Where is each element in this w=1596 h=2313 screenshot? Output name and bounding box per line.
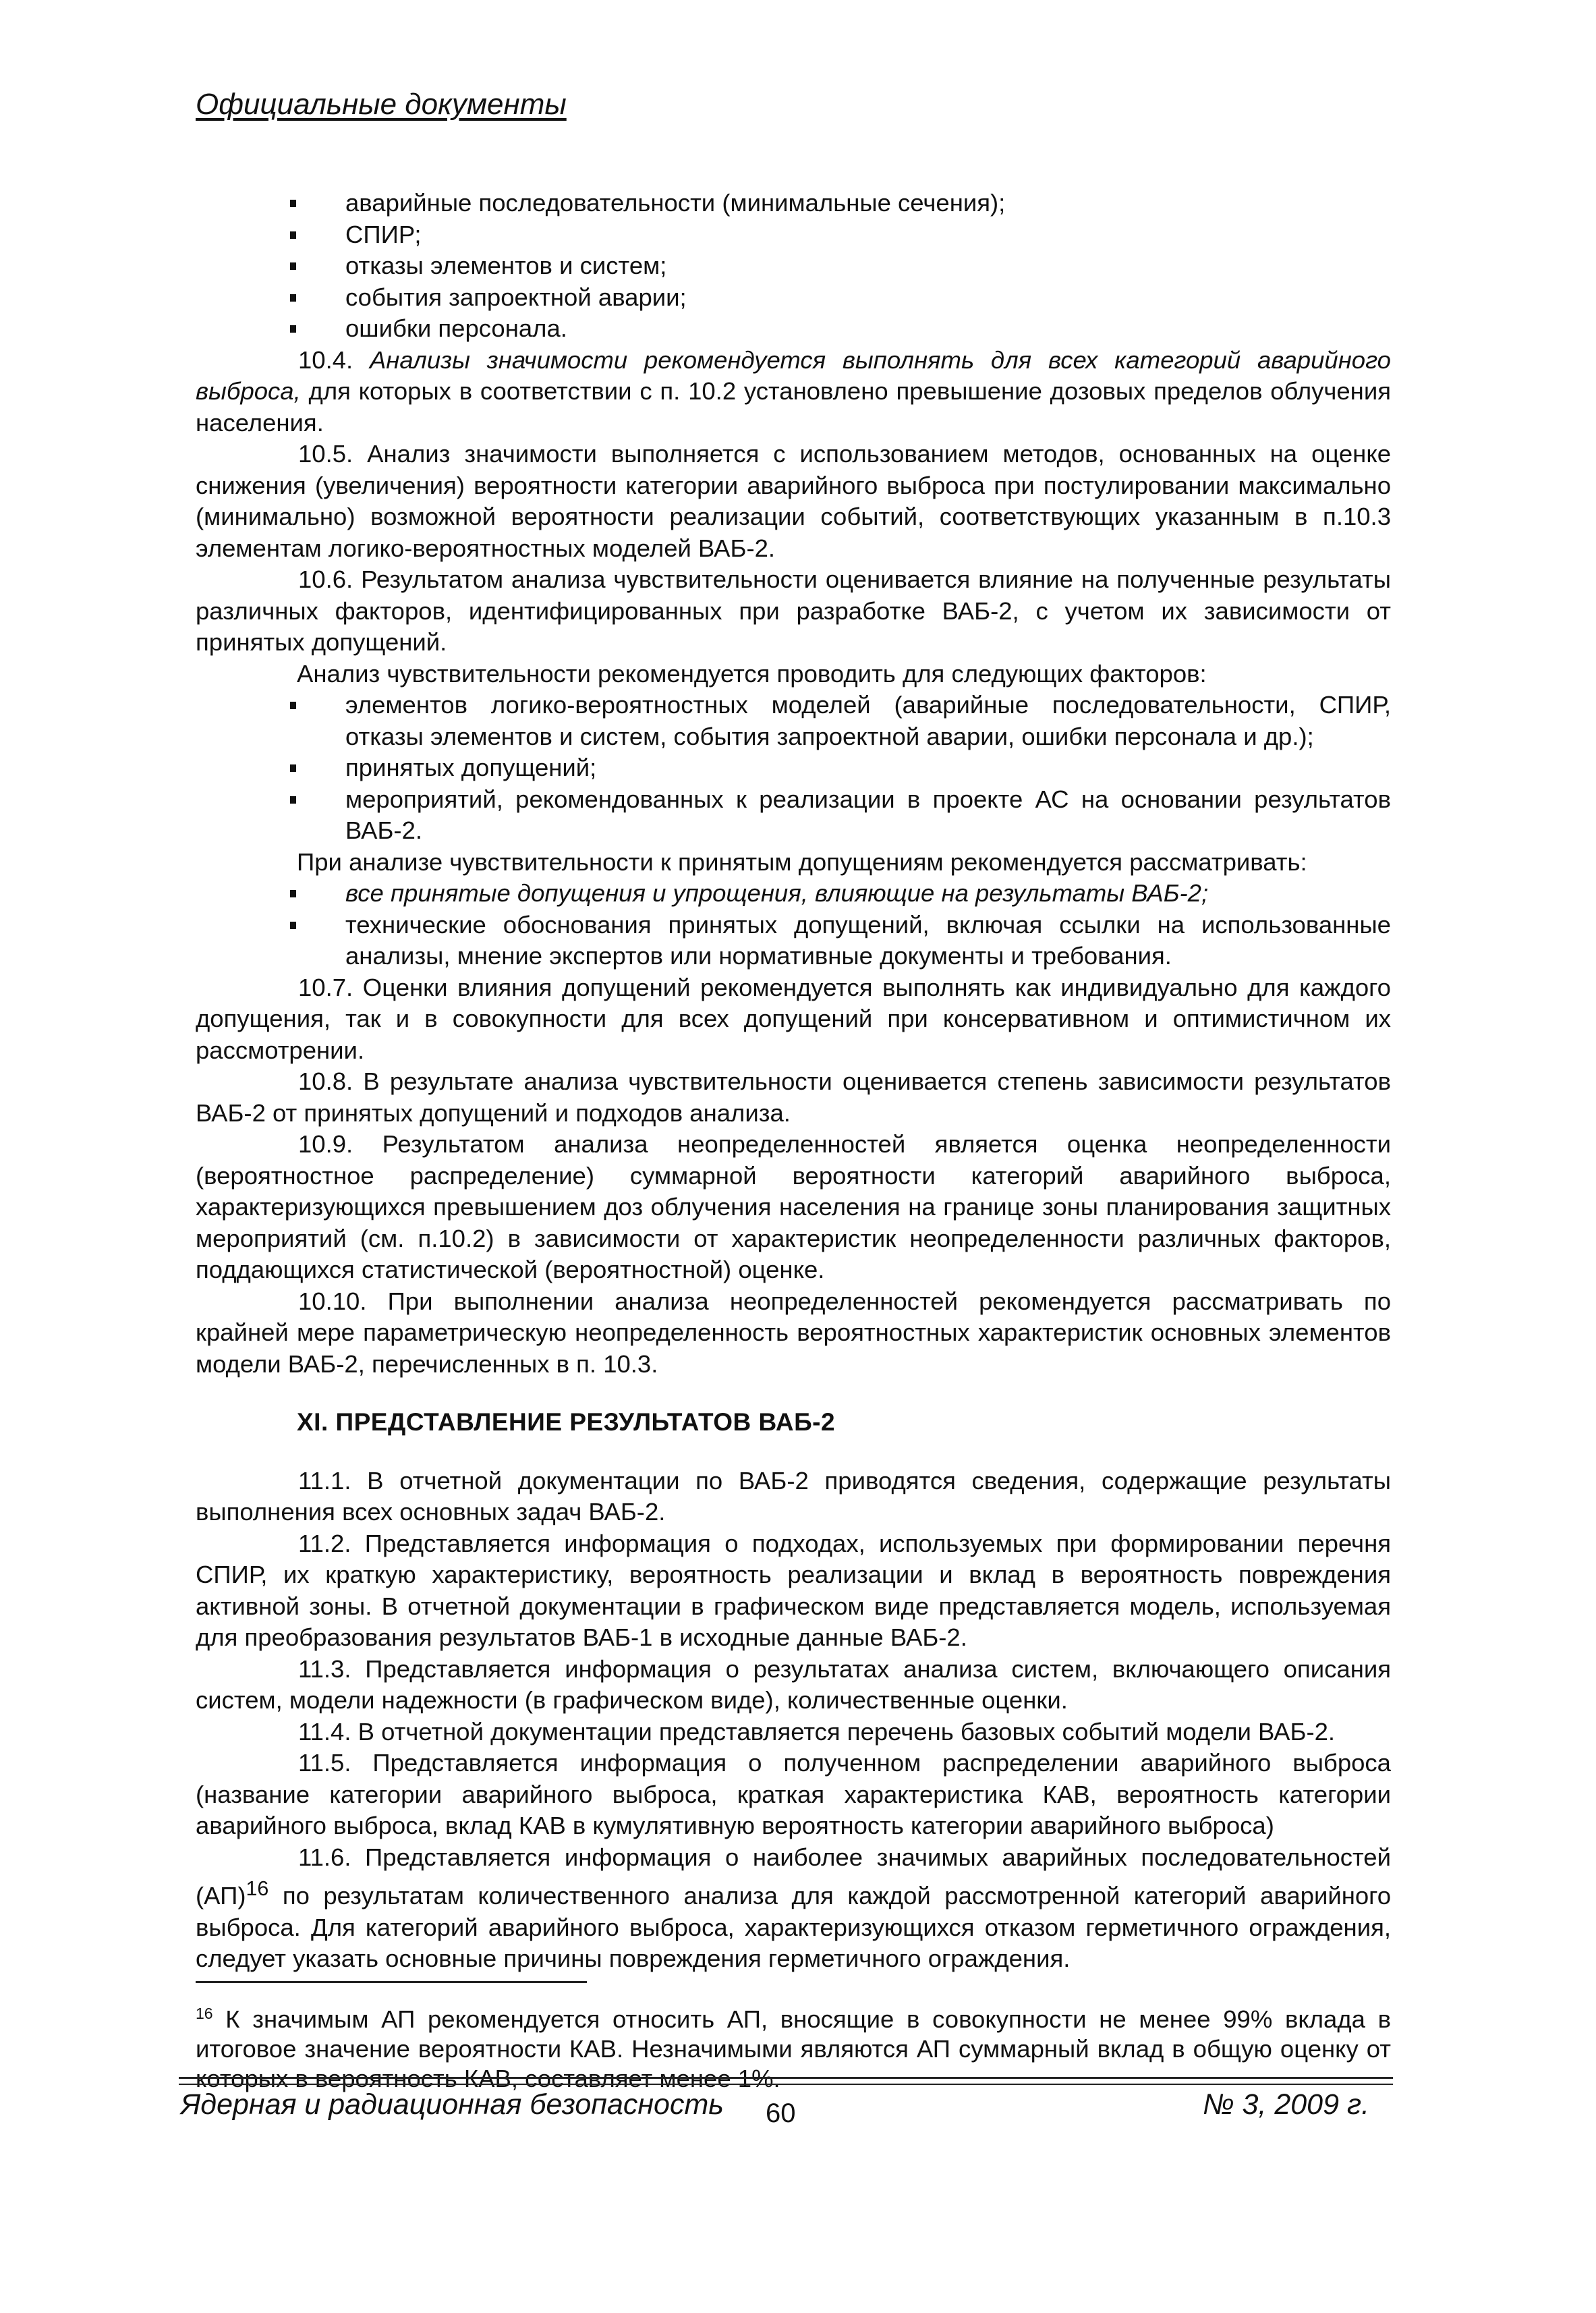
- footnote: [196, 1999, 1391, 2094]
- sensitivity-intro: Анализ чувствительности рекомендуется проводить для следующих факторов:: [297, 659, 1207, 688]
- paragraph-10-4: [196, 345, 1391, 439]
- list-item: ошибки персонала.: [345, 313, 1391, 345]
- list-item: отказы элементов и систем;: [345, 250, 1391, 282]
- paragraph-text: Анализ значимости выполняется с использованием методов, основанных на оценке снижения (увеличения) вероятности категории аварийного выброса при постулировании максимально (минимально) возможной вероятности реализации событий, соответствующих указанным в п.10.3 элементам логико-вероятностных моделей ВАБ-2.: [196, 440, 1391, 562]
- italic-text: Анализы значимости рекомендуется выполнять для всех категорий аварийного выброса,: [196, 345, 1391, 405]
- paragraph-text: 11.6. Представляется информация о наиболее значимых аварийных последовательностей (АП): [196, 1843, 1391, 1910]
- bullet-list-assumptions: [196, 878, 1391, 972]
- list-item: технические обоснования принятых допущений, включая ссылки на использованные анализы, мнение экспертов или нормативные документы и требования.: [345, 910, 1391, 972]
- footer-rule: [179, 2077, 1393, 2079]
- paragraph-10-7: 10.7. Оценки влияния допущений рекомендуется выполнять как индивидуально для каждого допущения, так и в совокупности для всех допущений при консервативном и оптимистичном их рассмотрении.: [196, 973, 1391, 1064]
- paragraph-11-5: 11.5. Представляется информация о полученном распределении аварийного выброса (название категории аварийного выброса, краткая характеристика КАВ, вероятность категории аварийного выброса, вклад КАВ в кумулятивную вероятность категории аварийного выброса): [196, 1749, 1391, 1839]
- paragraph-11-6: [196, 1842, 1391, 1975]
- footnote-separator: [196, 1981, 587, 1983]
- footnote-text: К значимым АП рекомендуется относить АП, вносящие в совокупности не менее 99% вклада в итоговое значение вероятности КАВ. Незначимыми являются АП суммарный вклад в общую оценку от которых в вероятность КАВ, составляет менее 1%.: [196, 2005, 1391, 2093]
- paragraph-11-2: 11.2. Представляется информация о подходах, используемых при формировании перечня СПИР, их краткую характеристику, вероятность реализации и вклад в вероятность повреждения активной зоны. В отчетной документации в графическом виде представляется модель, используемая для преобразования результатов ВАБ-1 в исходные данные ВАБ-2.: [196, 1529, 1391, 1651]
- list-item: СПИР;: [345, 219, 1391, 251]
- list-item: аварийные последовательности (минимальные сечения);: [345, 188, 1391, 219]
- list-item: мероприятий, рекомендованных к реализации в проекте АС на основании результатов ВАБ-2.: [345, 784, 1391, 847]
- list-item: принятых допущений;: [345, 752, 1391, 784]
- paragraph-10-8: 10.8. В результате анализа чувствительности оценивается степень зависимости результатов ВАБ-2 от принятых допущений и подходов анализа.: [196, 1067, 1391, 1127]
- bullet-list-factors: [196, 690, 1391, 847]
- running-title: Официальные документы: [196, 88, 567, 121]
- paragraph-10-9: 10.9. Результатом анализа неопределенностей является оценка неопределенности (вероятностное распределение) суммарной вероятности категорий аварийного выброса, характеризующихся превышением доз облучения населения на границе зоны планирования защитных мероприятий (см. п.10.2) в зависимости от характеристик неопределенности различных факторов, поддающихся статистической (вероятностной) оценке.: [196, 1130, 1391, 1283]
- paragraph-10-5: [196, 439, 1391, 564]
- paragraph-11-1: 11.1. В отчетной документации по ВАБ-2 приводятся сведения, содержащие результаты выполнения всех основных задач ВАБ-2.: [196, 1466, 1391, 1526]
- list-item: элементов логико-вероятностных моделей (аварийные последовательности, СПИР, отказы элементов и систем, события запроектной аварии, ошибки персонала и др.);: [345, 690, 1391, 752]
- journal-title: Ядерная и радиационная безопасность: [181, 2088, 724, 2121]
- page-number: 60: [766, 2098, 796, 2128]
- footnote-reference: 16: [246, 1877, 269, 1900]
- list-item: все принятые допущения и упрощения, влияющие на результаты ВАБ-2;: [345, 878, 1391, 910]
- issue-number: № 3, 2009 г.: [1203, 2088, 1370, 2121]
- footer-rule: [179, 2084, 1393, 2085]
- paragraph-11-3: 11.3. Представляется информация о результатах анализа систем, включающего описания систем, модели надежности (в графическом виде), количественные оценки.: [196, 1654, 1391, 1714]
- paragraph-11-4: 11.4. В отчетной документации представляется перечень базовых событий модели ВАБ-2.: [298, 1717, 1336, 1746]
- main-text: [196, 188, 1391, 1975]
- paragraph-number: 10.4.: [298, 345, 353, 374]
- list-item: события запроектной аварии;: [345, 282, 1391, 314]
- paragraph-text: для которых в соответствии с п. 10.2 установлено превышение дозовых пределов облучения населения.: [196, 377, 1391, 437]
- assumptions-intro: При анализе чувствительности к принятым допущениям рекомендуется рассматривать:: [297, 847, 1307, 876]
- paragraph-10-6: 10.6. Результатом анализа чувствительности оценивается влияние на полученные результаты различных факторов, идентифицированных при разработке ВАБ-2, с учетом их зависимости от принятых допущений.: [196, 565, 1391, 656]
- footnote-number: 16: [196, 2005, 213, 2022]
- section-heading: XI. ПРЕДСТАВЛЕНИЕ РЕЗУЛЬТАТОВ ВАБ-2: [297, 1408, 836, 1436]
- paragraph-text: по результатам количественного анализа для каждой рассмотренной категорий аварийного выброса. Для категорий аварийного выброса, характеризующихся отказом герметичного ограждения, следует указать основные причины повреждения герметичного ограждения.: [196, 1882, 1391, 1973]
- bullet-list-elements: [196, 188, 1391, 345]
- paragraph-number: 10.5.: [298, 440, 353, 468]
- paragraph-10-10: 10.10. При выполнении анализа неопределенностей рекомендуется рассматривать по крайней мере параметрическую неопределенность вероятностных характеристик основных элементов модели ВАБ-2, перечисленных в п. 10.3.: [196, 1287, 1391, 1378]
